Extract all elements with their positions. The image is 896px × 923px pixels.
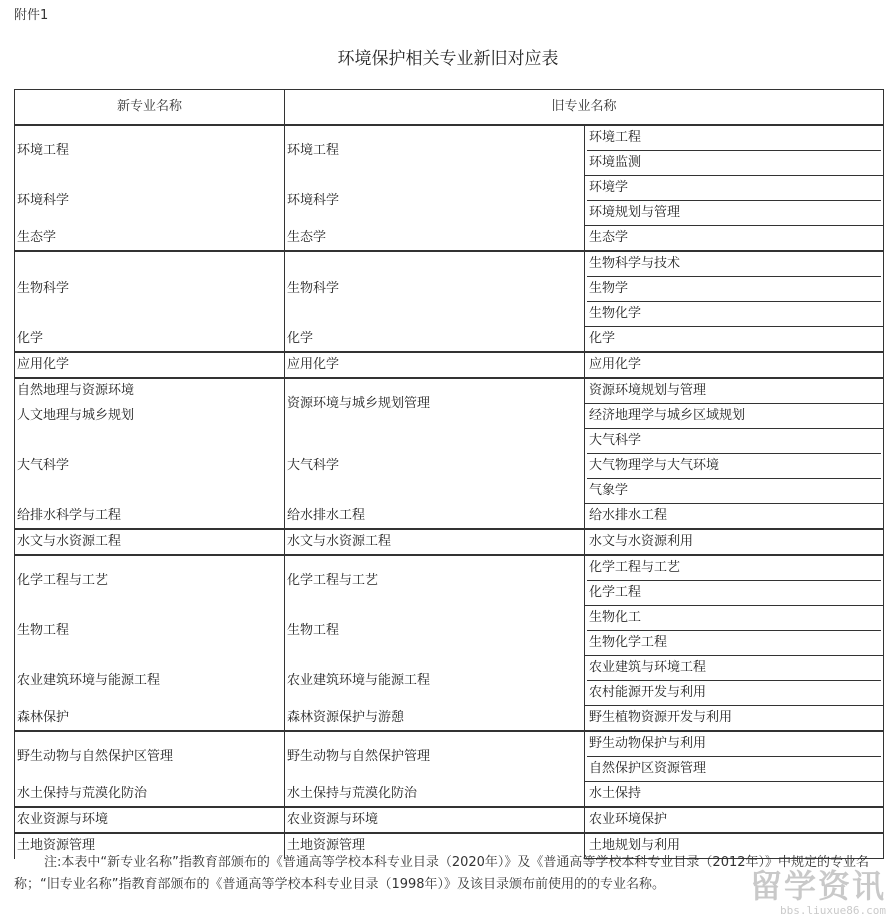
old-major-detail-cell [585, 731, 884, 782]
table-row [15, 656, 884, 706]
old-major-detail-item: 环境学 [589, 180, 629, 195]
old-major-detail-item: 农业建筑与环境工程 [589, 660, 707, 675]
old-major-detail-item: 化学 [589, 331, 616, 346]
old-major-cell: 化学 [285, 327, 585, 353]
table-row [15, 176, 884, 226]
old-major-detail-item: 野生动物保护与利用 [589, 736, 707, 751]
old-major-detail-cell [585, 529, 884, 555]
table-row [15, 327, 884, 353]
new-major-cell: 土地资源管理 [15, 833, 285, 859]
old-major-detail-item: 应用化学 [589, 357, 642, 372]
old-major-detail-item: 生物学 [587, 276, 881, 301]
old-major-detail-cell [585, 251, 884, 327]
new-major-cell: 水土保持与荒漠化防治 [15, 782, 285, 808]
old-major-detail-cell [585, 404, 884, 429]
table-row [15, 529, 884, 555]
old-major-detail-cell [585, 125, 884, 176]
old-major-detail-cell [585, 606, 884, 656]
table-row [15, 782, 884, 808]
new-major-cell: 森林保护 [15, 706, 285, 732]
old-major-detail-item: 生物科学与技术 [589, 256, 681, 271]
footnote: 注:本表中“新专业名称”指教育部颁布的《普通高等学校本科专业目录（2020年）》及《普通高等学校本科专业目录（2012年）》中规定的专业名称；“旧专业名称”指教育部颁布的《普通高等学校本科专业目录（1998年）》及该目录颁布前使用的的专业名称。 [14, 855, 870, 892]
old-major-detail-item: 化学工程与工艺 [589, 560, 681, 575]
old-major-detail-item: 水文与水资源利用 [589, 534, 694, 549]
old-major-cell: 化学工程与工艺 [285, 555, 585, 606]
table-row [15, 251, 884, 327]
old-major-detail-item: 农业环境保护 [589, 812, 668, 827]
new-major-cell: 环境科学 [15, 176, 285, 226]
old-major-cell: 水土保持与荒漠化防治 [285, 782, 585, 808]
table-row [15, 429, 884, 504]
old-major-detail-item: 大气科学 [589, 433, 642, 448]
old-major-detail-item: 大气物理学与大气环境 [587, 453, 881, 478]
table-row [15, 352, 884, 378]
table-row [15, 706, 884, 732]
new-major-cell: 大气科学 [15, 429, 285, 504]
old-major-cell: 给水排水工程 [285, 504, 585, 530]
old-major-cell: 农业资源与环境 [285, 807, 585, 833]
new-major-cell: 生态学 [15, 226, 285, 252]
old-major-detail-cell [585, 807, 884, 833]
old-major-detail-cell [585, 226, 884, 252]
old-major-detail-item: 经济地理学与城乡区域规划 [589, 408, 746, 423]
old-major-cell: 水文与水资源工程 [285, 529, 585, 555]
header-old-major: 旧专业名称 [285, 90, 884, 126]
old-major-detail-item: 农村能源开发与利用 [587, 680, 881, 705]
table-row [15, 606, 884, 656]
site-watermark [750, 868, 886, 917]
new-major-cell: 水文与水资源工程 [15, 529, 285, 555]
new-major-cell: 化学 [15, 327, 285, 353]
table-row [15, 504, 884, 530]
old-major-detail-item: 土地规划与利用 [589, 838, 681, 853]
table-row [15, 125, 884, 176]
watermark-logo-text: 留学资讯 [749, 867, 886, 905]
table-header-row [15, 90, 884, 126]
table-row [15, 378, 884, 404]
old-major-detail-item: 资源环境规划与管理 [589, 383, 707, 398]
new-major-cell: 环境工程 [15, 125, 285, 176]
old-major-detail-cell [585, 782, 884, 808]
old-major-detail-item: 环境规划与管理 [587, 200, 881, 225]
old-major-detail-item: 给水排水工程 [589, 508, 668, 523]
old-major-detail-item: 化学工程 [587, 580, 881, 605]
old-major-detail-cell [585, 429, 884, 504]
header-new-major: 新专业名称 [15, 90, 285, 126]
old-major-detail-item: 生物化工 [589, 610, 642, 625]
new-major-cell: 自然地理与资源环境 [15, 378, 285, 404]
old-major-detail-item: 水土保持 [589, 786, 642, 801]
major-mapping-table [14, 89, 884, 859]
old-major-detail-cell [585, 555, 884, 606]
old-major-cell: 应用化学 [285, 352, 585, 378]
old-major-detail-cell [585, 504, 884, 530]
old-major-detail-cell [585, 352, 884, 378]
watermark-url: bbs.liuxue86.com [780, 904, 886, 917]
old-major-cell: 资源环境与城乡规划管理 [285, 378, 585, 429]
new-major-cell: 农业建筑环境与能源工程 [15, 656, 285, 706]
old-major-cell: 大气科学 [285, 429, 585, 504]
old-major-cell: 农业建筑环境与能源工程 [285, 656, 585, 706]
new-major-cell: 野生动物与自然保护区管理 [15, 731, 285, 782]
old-major-detail-item: 环境工程 [589, 130, 642, 145]
old-major-detail-cell [585, 327, 884, 353]
new-major-cell: 人文地理与城乡规划 [15, 404, 285, 429]
old-major-detail-cell [585, 176, 884, 226]
new-major-cell: 生物科学 [15, 251, 285, 327]
old-major-detail-cell [585, 706, 884, 732]
old-major-detail-cell [585, 656, 884, 706]
old-major-cell: 生态学 [285, 226, 585, 252]
old-major-cell: 野生动物与自然保护管理 [285, 731, 585, 782]
new-major-cell: 化学工程与工艺 [15, 555, 285, 606]
old-major-cell: 生物工程 [285, 606, 585, 656]
page-title: 环境保护相关专业新旧对应表 [337, 49, 559, 69]
old-major-detail-item: 野生植物资源开发与利用 [589, 710, 733, 725]
old-major-cell: 生物科学 [285, 251, 585, 327]
new-major-cell: 生物工程 [15, 606, 285, 656]
table-row [15, 226, 884, 252]
old-major-detail-item: 环境监测 [587, 150, 881, 175]
table-row [15, 555, 884, 606]
old-major-detail-item: 生态学 [589, 230, 629, 245]
old-major-cell: 森林资源保护与游憩 [285, 706, 585, 732]
new-major-cell: 农业资源与环境 [15, 807, 285, 833]
old-major-cell: 环境科学 [285, 176, 585, 226]
new-major-cell: 给排水科学与工程 [15, 504, 285, 530]
old-major-cell: 环境工程 [285, 125, 585, 176]
table-row [15, 731, 884, 782]
old-major-detail-item: 气象学 [587, 478, 881, 503]
new-major-cell: 应用化学 [15, 352, 285, 378]
attachment-label: 附件1 [14, 8, 49, 23]
old-major-detail-cell [585, 378, 884, 404]
old-major-detail-item: 自然保护区资源管理 [587, 756, 881, 781]
old-major-cell: 土地资源管理 [285, 833, 585, 859]
table-row [15, 807, 884, 833]
old-major-detail-item: 生物化学 [587, 301, 881, 326]
old-major-detail-item: 生物化学工程 [587, 630, 881, 655]
